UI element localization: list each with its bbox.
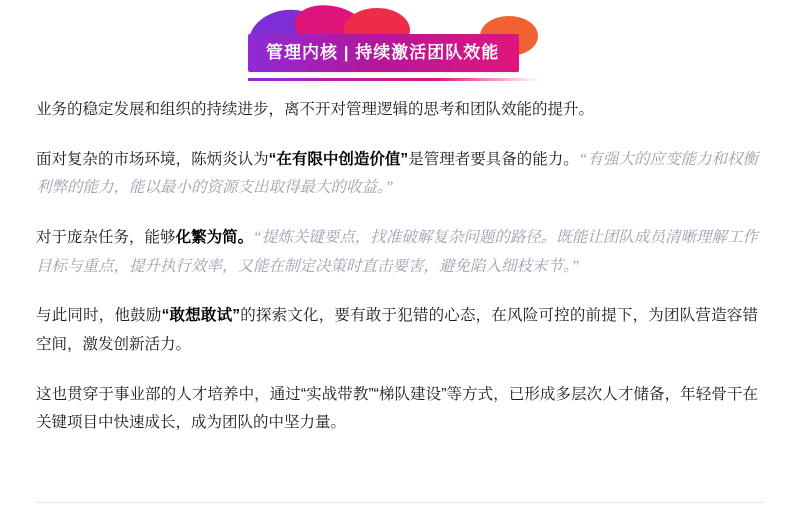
quoted-text: “提炼关键要点，找准破解复杂问题的路径。既能让团队成员清晰理解工作目标与重点，提升执行效率，又能在制定决策时直击要害，避免陷入细枝末节。” <box>36 229 758 275</box>
emphasis-text: “敢想敢试” <box>161 307 241 325</box>
body-text: 是管理者要具备的能力。 <box>408 150 579 168</box>
body-text: 面对复杂的市场环境，陈炳炎认为 <box>36 150 269 168</box>
footer-divider <box>36 502 764 503</box>
paragraph <box>36 302 758 359</box>
emphasis-text: “在有限中创造价值” <box>268 150 409 168</box>
body-text: 对于庞杂任务，能够 <box>36 229 176 247</box>
body-text: 的探索文化，要有敢于犯错的心态，在风险可控的前提下，为团队营造容错空间，激发创新活力。 <box>36 307 758 354</box>
body-text: 业务的稳定发展和组织的持续进步，离不开对管理逻辑的思考和团队效能的提升。 <box>36 101 595 118</box>
body-text: 与此同时，他鼓励 <box>36 307 162 325</box>
banner-underline <box>248 78 540 81</box>
paragraph <box>36 96 758 125</box>
banner-title: 管理内核 | 持续激活团队效能 <box>248 34 519 72</box>
paragraph <box>36 381 758 438</box>
article-banner <box>0 0 800 96</box>
body-text: 这也贯穿于事业部的人才培养中，通过“实战带教”“梯队建设”等方式，已形成多层次人才储备，年轻骨干在关键项目中快速成长，成为团队的中坚力量。 <box>36 385 758 432</box>
paragraph <box>36 146 758 203</box>
emphasis-text: 化繁为简。 <box>175 229 254 247</box>
article-body <box>0 96 800 438</box>
paragraph <box>36 224 758 281</box>
quoted-text: “有强大的应变能力和权衡利弊的能力，能以最小的资源支出取得最大的收益。” <box>36 150 758 197</box>
